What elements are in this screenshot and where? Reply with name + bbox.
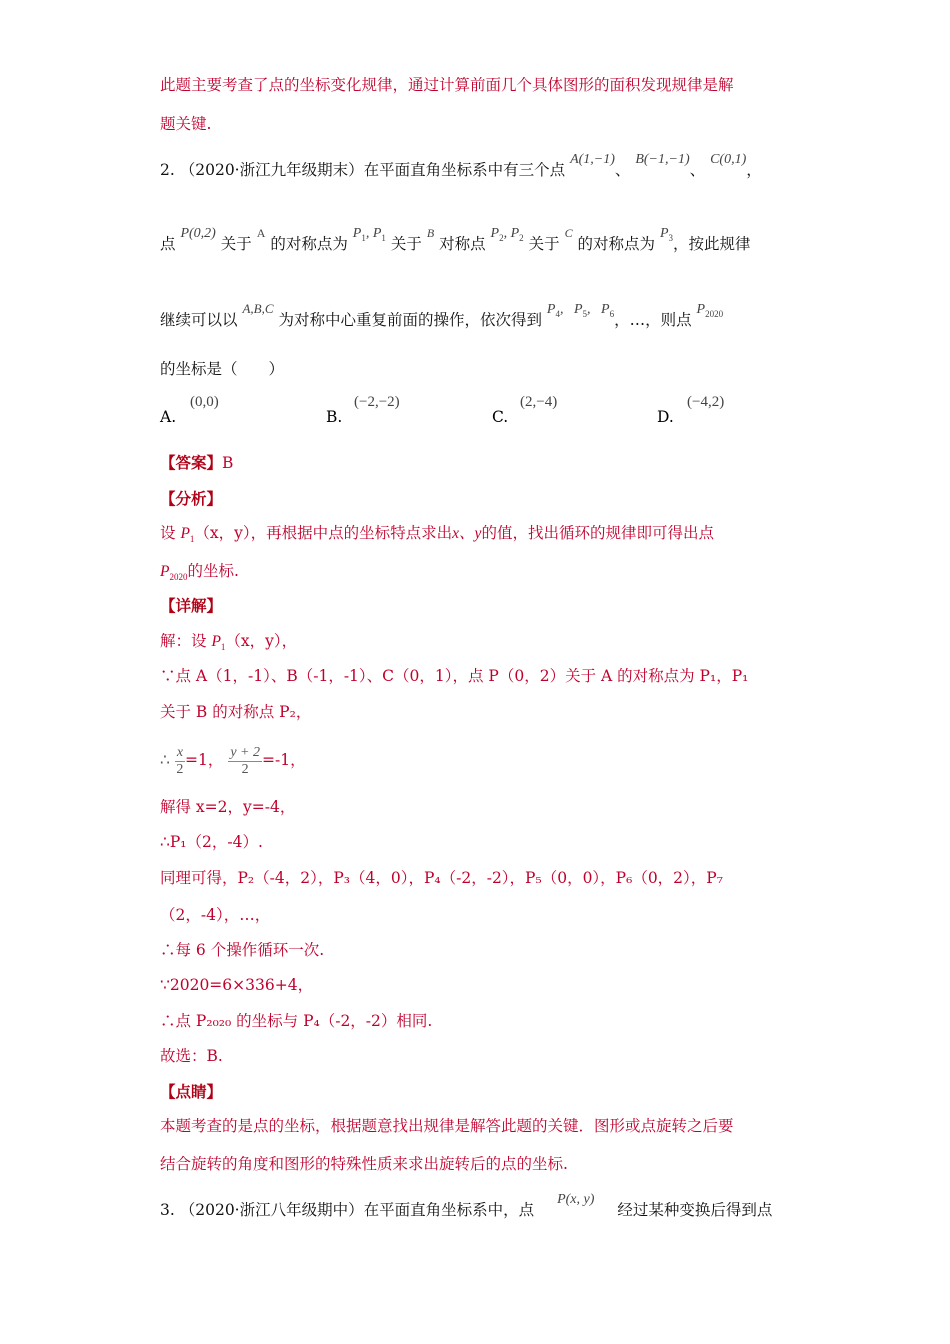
separator: 、 bbox=[689, 161, 706, 179]
abc-centers: A,B,C bbox=[242, 301, 274, 316]
question-text: 在平面直角坐标系中有三个点 bbox=[363, 161, 566, 179]
point-b: B(−1,−1) bbox=[635, 152, 690, 167]
comma: ， bbox=[746, 161, 762, 179]
comment-line1: 本题考查的是点的坐标，根据题意找出规律是解答此题的关键．图形或点旋转之后要 bbox=[160, 1117, 734, 1135]
text: 的坐标. bbox=[187, 562, 239, 580]
detail-line8: （2，-4），…， bbox=[160, 906, 271, 924]
detail-line10: ∵2020=6×336+4， bbox=[160, 976, 314, 994]
prev-solution-line2: 题关键. bbox=[160, 115, 212, 133]
analysis-line2 bbox=[160, 561, 239, 583]
text: ，…，则点 bbox=[614, 311, 692, 329]
detail-header: 【详解】 bbox=[160, 596, 223, 615]
p1-symbol: $P_1$ bbox=[180, 525, 195, 544]
detail-line9: ∴每 6 个操作循环一次. bbox=[160, 941, 325, 959]
detail-line6: ∴P₁（2，-4）. bbox=[160, 833, 263, 851]
text: 点 bbox=[160, 235, 176, 253]
question-source: （2020·浙江八年级期中） bbox=[179, 1201, 364, 1219]
denominator: 2 bbox=[176, 761, 184, 777]
text: 关于 bbox=[390, 235, 422, 253]
detail-line12: 故选：B. bbox=[160, 1047, 223, 1065]
point-a: A(1,−1) bbox=[570, 152, 615, 167]
fraction-y-plus-2-over-2 bbox=[228, 745, 262, 778]
text: 在平面直角坐标系中，点 bbox=[363, 1201, 535, 1219]
comment-line2: 结合旋转的角度和图形的特殊性质来求出旋转后的点的坐标. bbox=[160, 1155, 568, 1173]
option-c-value: (2,−4) bbox=[520, 394, 558, 410]
detail-line3: 关于 B 的对称点 P₂， bbox=[160, 703, 312, 721]
text: =-1， bbox=[262, 751, 306, 769]
analysis-header: 【分析】 bbox=[160, 489, 223, 508]
label-c: C bbox=[564, 226, 573, 240]
numerator: x bbox=[176, 744, 184, 760]
option-a-label[interactable]: A. bbox=[160, 408, 177, 426]
numerator: y + 2 bbox=[230, 744, 260, 760]
text: 的对称点为 bbox=[577, 235, 656, 253]
text: 为对称中心重复前面的操作，依次得到 bbox=[278, 311, 542, 329]
option-b-label[interactable]: B. bbox=[326, 408, 343, 426]
text: （x，y），再根据中点的坐标特点求出 bbox=[194, 524, 453, 542]
prev-solution-line1: 此题主要考查了点的坐标变化规律，通过计算前面几个具体图形的面积发现规律是解 bbox=[160, 76, 734, 94]
question-2-line1 bbox=[160, 152, 762, 182]
fraction-x-over-2 bbox=[175, 745, 185, 778]
denominator: 2 bbox=[241, 761, 249, 777]
text: 解：设 bbox=[160, 632, 207, 650]
detail-line1 bbox=[160, 631, 297, 653]
detail-line11: ∴点 P₂₀₂₀ 的坐标与 P₄（-2，-2）相同. bbox=[160, 1012, 433, 1030]
answer-header: 【答案】 bbox=[160, 453, 223, 472]
text: 的对称点为 bbox=[270, 235, 348, 253]
p2020: $P_{2020}$ bbox=[696, 302, 724, 319]
text: 经过某种变换后得到点 bbox=[617, 1201, 773, 1219]
xy-symbols: x、y bbox=[452, 525, 482, 542]
p3: $P_3$ bbox=[659, 226, 674, 243]
p1-p1: $P_1$, $P_1$ bbox=[352, 226, 386, 243]
answer-value: B bbox=[222, 454, 234, 472]
option-c-label[interactable]: C. bbox=[492, 408, 509, 426]
text: 继续可以以 bbox=[160, 311, 238, 329]
text: 的值，找出循环的规律即可得出点 bbox=[481, 524, 714, 542]
question-3-line1 bbox=[160, 1192, 773, 1222]
question-number: 3. bbox=[160, 1201, 175, 1219]
text: （x，y）， bbox=[225, 632, 298, 650]
detail-line5: 解得 x=2，y=-4， bbox=[160, 798, 296, 816]
detail-line2: ∵点 A（1，-1）、B（-1，-1）、C（0，1），点 P（0，2）关于 A 的对称点为 P₁，P₁ bbox=[160, 667, 749, 685]
point-p: P(0,2) bbox=[180, 226, 216, 241]
question-2-line2 bbox=[160, 226, 751, 256]
question-2-line4: 的坐标是（ ） bbox=[160, 360, 285, 378]
option-a-value: (0,0) bbox=[190, 394, 219, 410]
detail-line4 bbox=[160, 740, 306, 780]
question-2-line3 bbox=[160, 301, 724, 332]
detail-line7: 同理可得，P₂（-4，2），P₃（4，0），P₄（-2，-2），P₅（0，0），P₆（0，2），P₇ bbox=[160, 869, 723, 887]
text: 关于 bbox=[220, 235, 252, 253]
text: ，按此规律 bbox=[673, 235, 751, 253]
point-c: C(0,1) bbox=[710, 152, 747, 167]
option-d-label[interactable]: D. bbox=[657, 408, 674, 426]
p1-symbol: $P_1$ bbox=[211, 633, 226, 652]
separator: 、 bbox=[614, 161, 631, 179]
analysis-line1 bbox=[160, 523, 714, 545]
label-a: A bbox=[256, 226, 266, 240]
text: 对称点 bbox=[439, 235, 486, 253]
label-b: B bbox=[426, 226, 435, 240]
text: 关于 bbox=[528, 235, 560, 253]
answer-line bbox=[160, 453, 233, 473]
p2020-symbol: $P_{2020}$ bbox=[160, 563, 188, 582]
p2-p2: $P_2$, $P_2$ bbox=[490, 226, 524, 243]
option-d-value: (−4,2) bbox=[687, 394, 725, 410]
question-number: 2. bbox=[160, 161, 175, 179]
text: 设 bbox=[160, 524, 176, 542]
comment-header: 【点睛】 bbox=[160, 1082, 223, 1101]
p4-p5-p6: $P_4$, $P_5$, $P_6$ bbox=[546, 302, 615, 319]
question-source: （2020·浙江九年级期末） bbox=[179, 161, 364, 179]
text: =1， bbox=[185, 751, 224, 769]
point-p-xy: P(x, y) bbox=[557, 1192, 595, 1207]
option-b-value: (−2,−2) bbox=[354, 394, 400, 410]
therefore-symbol: ∴ bbox=[160, 751, 170, 769]
